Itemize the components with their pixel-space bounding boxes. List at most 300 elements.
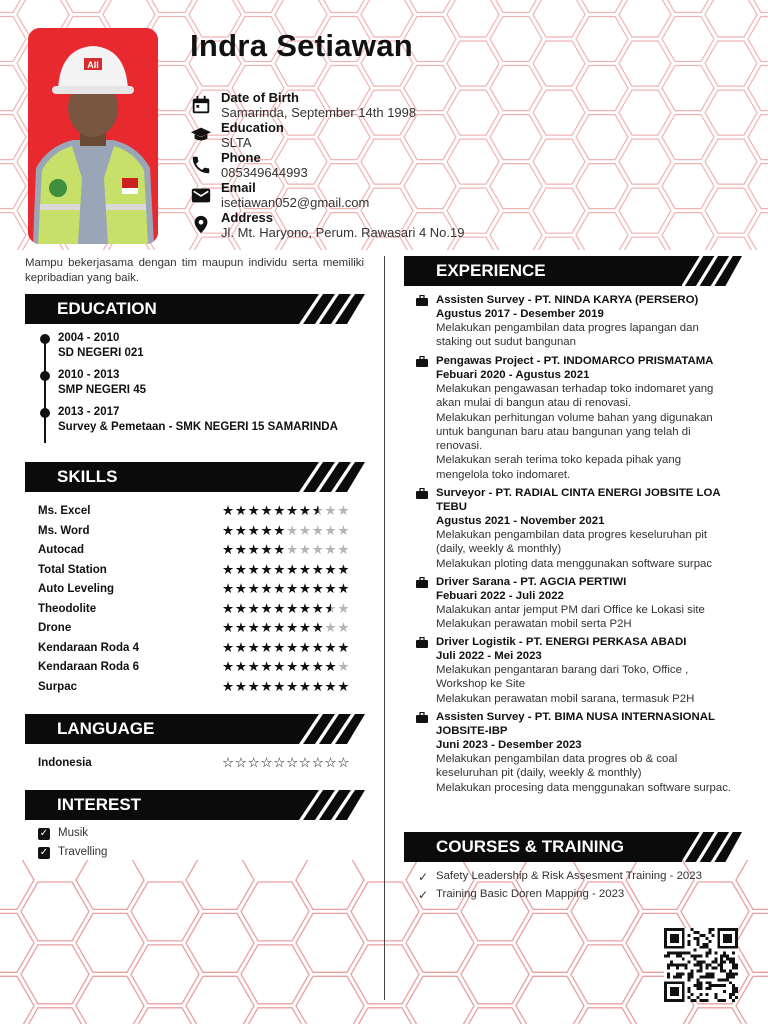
hexagon-shape <box>76 913 144 972</box>
star-filled-icon: ★ <box>311 640 325 655</box>
skill-row <box>38 603 368 619</box>
experience-item <box>416 575 736 632</box>
hexagon-shape <box>619 188 671 233</box>
hexagon-shape <box>748 115 768 160</box>
skill-name: Kendaraan Roda 4 <box>38 642 139 654</box>
job-description: Melakukan perhitungan volume bahan yang digunakan untuk bangunan baru atau bangunan yang telah di renovasi. <box>436 411 713 453</box>
star-filled-icon: ★ <box>234 503 248 518</box>
qr-module <box>700 955 703 958</box>
contact-phone <box>190 150 570 180</box>
skill-name: Drone <box>38 622 72 634</box>
star-filled-icon: ★ <box>311 601 325 616</box>
star-filled-icon: ★ <box>247 640 261 655</box>
job-description: Malakukan antar jemput PM dari Office ke Lokasi site <box>436 604 705 616</box>
qr-module <box>726 975 729 978</box>
job-title: Assisten Survey - PT. BIMA NUSA INTERNASIONAL JOBSITE-IBP <box>436 711 715 737</box>
briefcase-icon <box>416 577 428 588</box>
star-filled-icon: ★ <box>311 620 325 635</box>
qr-module <box>697 964 700 967</box>
qr-module <box>694 999 697 1002</box>
qr-module <box>726 958 729 961</box>
star-filled-icon: ★ <box>247 523 261 538</box>
hexagon-shape <box>406 913 474 972</box>
skill-name: Surpac <box>38 681 77 693</box>
education-years: 2004 - 2010 <box>58 332 120 344</box>
job-period: Juni 2023 - Desember 2023 <box>436 739 582 751</box>
job-period: Febuari 2020 - Agustus 2021 <box>436 369 590 381</box>
qr-module <box>711 961 714 964</box>
hexagon-shape <box>516 976 584 1024</box>
star-filled-icon: ★ <box>222 562 235 577</box>
qr-module <box>688 987 691 990</box>
skill-row <box>38 681 368 697</box>
skill-rating-stars <box>222 640 350 656</box>
star-empty-icon: ★ <box>324 620 338 635</box>
contact-value: 085349644993 <box>221 165 308 180</box>
hexagon-shape <box>662 164 714 209</box>
star-filled-icon: ★ <box>324 640 338 655</box>
qr-module <box>720 969 723 972</box>
qr-module <box>700 984 703 987</box>
hexagon-shape <box>0 976 34 1024</box>
star-filled-icon: ★ <box>247 659 261 674</box>
qr-module <box>670 952 673 955</box>
section-header-skills <box>25 462 365 492</box>
skill-name: Theodolite <box>38 603 97 615</box>
section-title: LANGUAGE <box>25 714 299 744</box>
job-description: Melakukan procesing data menggunakan software surpac. <box>436 781 732 794</box>
qr-module <box>673 964 676 967</box>
hexagon-shape <box>0 913 34 972</box>
hexagon-shape <box>60 0 112 13</box>
star-filled-icon: ★ <box>286 581 299 596</box>
qr-module <box>720 964 723 967</box>
qr-module <box>673 975 676 978</box>
hexagon-shape <box>406 860 474 909</box>
star-filled-icon: ★ <box>286 503 299 518</box>
hexagon-shape <box>461 945 529 1004</box>
hexagon-shape <box>447 41 499 86</box>
qr-module <box>723 969 726 972</box>
qr-module <box>705 972 708 975</box>
hexagon-shape <box>662 0 714 13</box>
job-description: Melakukan pengambilan data progres lapangan dan staking out sudut bangunan <box>436 322 699 349</box>
qr-module <box>691 969 694 972</box>
job-title: Assisten Survey - PT. NINDA KARYA (PERSERO) <box>436 294 699 306</box>
star-filled-icon: ★ <box>273 523 287 538</box>
qr-module <box>679 972 682 975</box>
skill-row <box>38 564 368 580</box>
star-filled-icon: ★ <box>286 562 299 577</box>
skill-rating-stars <box>222 503 350 519</box>
contact-label: Address <box>221 210 274 225</box>
hexagon-shape <box>186 913 254 972</box>
experience-item <box>416 710 736 795</box>
hexagon-shape <box>232 0 284 13</box>
hexagon-shape <box>241 945 309 1004</box>
stripes-decoration <box>289 714 365 744</box>
skill-row <box>38 622 368 638</box>
hexagon-shape <box>351 945 419 1004</box>
contact-address <box>190 210 570 240</box>
star-filled-icon: ★ <box>260 620 274 635</box>
qr-module <box>726 972 729 975</box>
qr-module <box>702 999 705 1002</box>
stripes-decoration <box>289 294 365 324</box>
hexagon-shape <box>705 0 757 37</box>
qr-module <box>732 999 735 1002</box>
star-filled-icon: ★ <box>298 562 312 577</box>
checkbox-checked-icon: ✓ <box>39 828 49 839</box>
star-filled-icon: ★ <box>298 601 312 616</box>
hexagon-shape <box>662 17 714 62</box>
job-period: Agustus 2017 - Desember 2019 <box>436 308 604 320</box>
qr-module <box>685 966 688 969</box>
star-filled-icon: ★ <box>273 679 287 694</box>
qr-module <box>714 952 717 955</box>
qr-module <box>726 978 729 981</box>
star-empty-icon: ☆ <box>337 755 351 770</box>
star-filled-icon: ★ <box>222 679 235 694</box>
star-filled-icon: ★ <box>298 659 312 674</box>
qr-module <box>708 987 711 990</box>
star-filled-icon: ★ <box>222 523 235 538</box>
qr-module <box>714 984 717 987</box>
star-filled-icon: ★ <box>234 581 248 596</box>
qr-module <box>670 987 679 996</box>
job-description: Melakukan pengawasan terhadap toko indomaret yang akan mulai di bangun atau di renovasi. <box>436 383 714 410</box>
qr-module <box>676 975 679 978</box>
star-empty-icon: ★ <box>324 523 338 538</box>
star-filled-icon: ★ <box>234 542 248 557</box>
qr-module <box>688 940 691 943</box>
hexagon-shape <box>533 41 585 86</box>
qr-module <box>735 966 738 969</box>
qr-module <box>694 955 697 958</box>
education-years: 2013 - 2017 <box>58 406 120 418</box>
hexagon-shape <box>490 17 542 62</box>
star-filled-icon: ★ <box>286 620 299 635</box>
qr-module <box>720 958 723 961</box>
star-filled-icon: ★ <box>324 562 338 577</box>
qr-module <box>714 958 717 961</box>
star-empty-icon: ★ <box>337 503 351 518</box>
contact-value: Jl. Mt. Haryono, Perum. Rawasari 4 No.19 <box>221 225 465 240</box>
qr-module <box>717 978 720 981</box>
star-empty-icon: ★ <box>337 542 351 557</box>
qr-module <box>697 981 700 984</box>
qr-module <box>691 975 694 978</box>
qr-module <box>708 928 711 931</box>
hexagon-shape <box>576 0 628 13</box>
qr-module <box>729 975 732 978</box>
hexagon-shape <box>296 860 364 909</box>
hexagon-shape <box>748 17 768 62</box>
qr-module <box>714 993 717 996</box>
qr-module <box>705 943 708 946</box>
job-period: Agustus 2021 - November 2021 <box>436 515 605 527</box>
qr-module <box>688 952 691 955</box>
star-empty-icon: ★ <box>298 523 312 538</box>
hexagon-shape <box>748 164 768 209</box>
qr-module <box>700 946 703 949</box>
qr-module <box>729 958 732 961</box>
star-filled-icon: ★ <box>260 503 274 518</box>
hexagon-shape <box>576 17 628 62</box>
job-description: Melakukan pengantaran barang dari Toko, Office , Workshop ke Site <box>436 664 689 691</box>
star-filled-icon: ★ <box>260 562 274 577</box>
star-filled-icon: ★ <box>260 601 274 616</box>
phone-icon <box>190 154 212 176</box>
language-name: Indonesia <box>38 757 92 769</box>
skill-name: Auto Leveling <box>38 583 115 595</box>
qr-module <box>700 981 703 984</box>
section-title: EXPERIENCE <box>404 256 682 286</box>
hexagon-shape <box>619 139 671 184</box>
qr-module <box>679 964 682 967</box>
hexagon-shape <box>516 913 584 972</box>
interest-label: Musik <box>58 827 89 839</box>
qr-module <box>732 987 735 990</box>
star-filled-icon: ★ <box>247 581 261 596</box>
hexagon-shape <box>318 0 370 13</box>
star-empty-icon: ☆ <box>234 755 248 770</box>
qr-module <box>691 993 694 996</box>
language-rating-stars <box>222 755 350 771</box>
job-description: Melakukan perawatan mobil sarana, termasuk P2H <box>436 692 695 705</box>
qr-module <box>694 958 697 961</box>
job-description: Melakukan ploting data menggunakan software surpac <box>436 557 713 570</box>
hexagon-shape <box>404 0 456 13</box>
briefcase-icon <box>416 295 428 306</box>
star-filled-icon: ★ <box>247 562 261 577</box>
qr-module <box>708 972 711 975</box>
qr-module <box>676 972 679 975</box>
star-filled-icon: ★ <box>337 562 351 577</box>
qr-module <box>720 999 723 1002</box>
qr-module <box>708 975 711 978</box>
qr-module <box>711 975 714 978</box>
qr-module <box>670 961 673 964</box>
star-filled-icon: ★ <box>234 620 248 635</box>
qr-code[interactable] <box>664 928 738 1002</box>
star-filled-icon: ★ <box>337 640 351 655</box>
skill-row <box>38 642 368 658</box>
qr-code-graphic <box>664 928 738 1002</box>
qr-module <box>667 964 670 967</box>
star-filled-icon: ★ <box>247 503 261 518</box>
qr-module <box>702 946 705 949</box>
star-empty-icon: ☆ <box>273 755 287 770</box>
star-filled-icon: ★ <box>273 620 287 635</box>
hexagon-shape <box>21 945 89 1004</box>
skill-row <box>38 525 368 541</box>
qr-module <box>697 969 700 972</box>
qr-module <box>682 952 685 955</box>
qr-module <box>711 928 714 931</box>
skill-name: Ms. Excel <box>38 505 91 517</box>
hexagon-shape <box>571 945 639 1004</box>
qr-module <box>705 946 708 949</box>
star-filled-icon: ★ <box>286 640 299 655</box>
qr-module <box>720 984 723 987</box>
skill-name: Ms. Word <box>38 525 90 537</box>
qr-module <box>732 972 735 975</box>
star-filled-icon: ★ <box>298 640 312 655</box>
stripes-decoration <box>672 256 742 286</box>
qr-module <box>691 955 694 958</box>
contact-email <box>190 180 570 210</box>
skill-rating-stars <box>222 562 350 578</box>
star-empty-icon: ★ <box>337 620 351 635</box>
star-filled-icon: ★ <box>222 503 235 518</box>
hexagon-shape <box>186 976 254 1024</box>
contact-education <box>190 120 570 150</box>
star-filled-icon: ★ <box>286 659 299 674</box>
qr-module <box>697 978 700 981</box>
qr-module <box>697 955 700 958</box>
qr-module <box>694 964 697 967</box>
qr-module <box>702 961 705 964</box>
skill-rating-stars <box>222 523 350 539</box>
qr-module <box>670 934 679 943</box>
calendar-icon <box>190 94 212 116</box>
qr-module <box>732 952 735 955</box>
interest-label: Travelling <box>58 846 108 858</box>
qr-module <box>676 964 679 967</box>
star-filled-icon: ★ <box>324 581 338 596</box>
column-divider <box>384 256 385 1000</box>
skill-name: Total Station <box>38 564 107 576</box>
qr-module <box>708 949 711 952</box>
star-filled-icon: ★ <box>222 581 235 596</box>
qr-module <box>708 964 711 967</box>
email-icon <box>190 184 212 206</box>
star-filled-icon: ★ <box>234 679 248 694</box>
qr-module <box>729 993 732 996</box>
qr-module <box>700 961 703 964</box>
qr-module <box>711 966 714 969</box>
star-filled-icon: ★ <box>222 640 235 655</box>
qr-module <box>700 964 703 967</box>
qr-module <box>726 955 729 958</box>
contact-label: Date of Birth <box>221 90 299 105</box>
skill-rating-stars <box>222 620 350 636</box>
star-empty-icon: ☆ <box>222 755 235 770</box>
qr-module <box>732 993 735 996</box>
profile-photo <box>28 28 158 244</box>
qr-module <box>723 999 726 1002</box>
hexagon-shape <box>705 90 757 135</box>
star-filled-icon: ★ <box>273 581 287 596</box>
qr-module <box>676 966 679 969</box>
qr-module <box>729 996 732 999</box>
hexagon-shape <box>576 115 628 160</box>
location-pin-icon <box>190 214 212 236</box>
contact-value: isetiawan052@gmail.com <box>221 195 370 210</box>
contact-value: SLTA <box>221 135 252 150</box>
qr-module <box>700 987 703 990</box>
qr-module <box>691 928 694 931</box>
qr-module <box>732 975 735 978</box>
star-filled-icon: ★ <box>234 640 248 655</box>
star-empty-icon: ★ <box>298 542 312 557</box>
star-filled-icon: ★ <box>298 620 312 635</box>
contact-label: Phone <box>221 150 261 165</box>
briefcase-icon <box>416 637 428 648</box>
skill-row <box>38 544 368 560</box>
star-filled-icon: ★ <box>234 562 248 577</box>
star-empty-icon: ☆ <box>298 755 312 770</box>
hexagon-shape <box>619 0 671 37</box>
skill-rating-stars <box>222 659 350 675</box>
hexagon-shape <box>576 66 628 111</box>
section-header-interest <box>25 790 365 820</box>
qr-module <box>685 952 688 955</box>
star-filled-icon: ★ <box>273 542 287 557</box>
skill-row <box>38 661 368 677</box>
star-empty-icon: ★ <box>324 542 338 557</box>
qr-module <box>717 964 720 967</box>
education-school: SMP NEGERI 45 <box>58 384 146 396</box>
star-half-icon: ★ <box>324 601 338 616</box>
star-filled-icon: ★ <box>273 659 287 674</box>
qr-module <box>697 943 700 946</box>
star-filled-icon: ★ <box>260 640 274 655</box>
skill-name: Autocad <box>38 544 84 556</box>
qr-module <box>679 952 682 955</box>
star-filled-icon: ★ <box>273 640 287 655</box>
star-filled-icon: ★ <box>222 542 235 557</box>
qr-module <box>700 993 703 996</box>
qr-module <box>705 999 708 1002</box>
star-filled-icon: ★ <box>286 679 299 694</box>
qr-module <box>700 999 703 1002</box>
qr-module <box>679 975 682 978</box>
star-filled-icon: ★ <box>222 659 235 674</box>
star-filled-icon: ★ <box>273 601 287 616</box>
qr-module <box>688 975 691 978</box>
hexagon-shape <box>241 882 309 941</box>
qr-module <box>723 952 726 955</box>
qr-module <box>670 964 673 967</box>
hexagon-shape <box>748 0 768 13</box>
education-school: SD NEGERI 021 <box>58 347 144 359</box>
education-years: 2010 - 2013 <box>58 369 120 381</box>
qr-module <box>717 999 720 1002</box>
job-description: Melakukan pengambilan data progres keseluruhan pit (daily, weekly & monthly) <box>436 529 708 556</box>
star-filled-icon: ★ <box>273 562 287 577</box>
star-filled-icon: ★ <box>247 601 261 616</box>
contact-label: Education <box>221 120 284 135</box>
hexagon-shape <box>406 976 474 1024</box>
qr-module <box>717 984 720 987</box>
qr-module <box>729 981 732 984</box>
star-filled-icon: ★ <box>247 620 261 635</box>
briefcase-icon <box>416 488 428 499</box>
star-filled-icon: ★ <box>222 620 235 635</box>
qr-module <box>700 969 703 972</box>
hexagon-shape <box>296 976 364 1024</box>
qr-module <box>723 990 726 993</box>
star-empty-icon: ☆ <box>247 755 261 770</box>
job-title: Surveyor - PT. RADIAL CINTA ENERGI JOBSITE LOA TEBU <box>436 487 721 513</box>
qr-module <box>679 955 682 958</box>
skill-rating-stars <box>222 601 350 617</box>
experience-item <box>416 354 736 482</box>
star-filled-icon: ★ <box>324 659 338 674</box>
skill-rating-stars <box>222 679 350 695</box>
